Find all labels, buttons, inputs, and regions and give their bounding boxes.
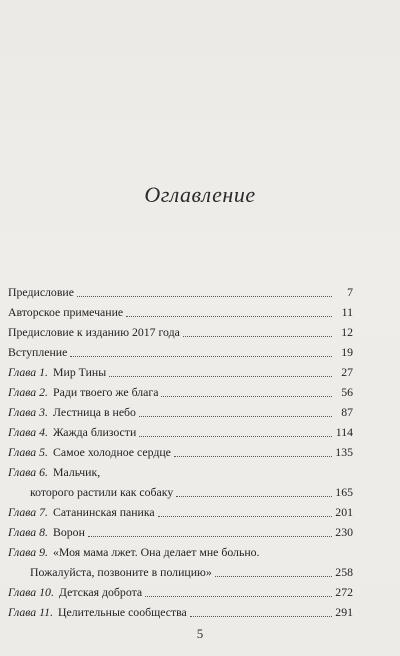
entry-page-number: 56 xyxy=(341,385,353,399)
dot-leader xyxy=(145,596,332,597)
chapter-number: Глава 3. xyxy=(8,405,49,419)
entry-title: Ворон xyxy=(53,525,85,539)
entry-page-number: 19 xyxy=(341,345,353,359)
chapter-number: Глава 8. xyxy=(8,525,49,539)
dot-leader xyxy=(109,376,332,377)
entry-title: «Моя мама лжет. Она делает мне больно. xyxy=(53,545,260,559)
toc-entry xyxy=(8,322,353,342)
dot-leader xyxy=(176,496,332,497)
bleed-through-line xyxy=(150,224,390,244)
entry-title: Предисловие xyxy=(8,285,74,299)
dot-leader xyxy=(139,416,332,417)
entry-page-number: 12 xyxy=(341,325,353,339)
chapter-number: Глава 6. xyxy=(8,465,49,479)
entry-title: Лестница в небо xyxy=(53,405,136,419)
bleed-through-line xyxy=(150,244,390,264)
chapter-number: Глава 11. xyxy=(8,605,54,619)
bleed-through-line xyxy=(150,64,390,84)
entry-title: Детская доброта xyxy=(58,585,143,599)
bleed-through-line xyxy=(150,164,390,184)
entry-title: Вступление xyxy=(8,345,68,359)
chapter-number: Глава 2. xyxy=(8,385,49,399)
entry-page-number: 27 xyxy=(341,365,353,379)
entry-title: Авторское примечание xyxy=(8,305,124,319)
bleed-through-line xyxy=(150,124,390,144)
toc-entry xyxy=(8,302,353,322)
entry-title: Ради твоего же блага xyxy=(53,385,159,399)
chapter-number: Глава 10. xyxy=(8,585,54,599)
dot-leader xyxy=(174,456,332,457)
entry-page-number: 201 xyxy=(335,505,353,519)
entry-page-number: 165 xyxy=(335,485,353,499)
table-of-contents xyxy=(8,282,353,622)
dot-leader xyxy=(215,576,332,577)
toc-entry xyxy=(8,382,353,402)
toc-entry xyxy=(8,442,353,462)
entry-page-number: 87 xyxy=(341,405,353,419)
entry-page-number: 135 xyxy=(335,445,353,459)
chapter-number: Глава 4. xyxy=(8,425,49,439)
dot-leader xyxy=(161,396,332,397)
toc-entry xyxy=(8,422,353,442)
toc-entry xyxy=(8,522,353,542)
page-title: Оглавление xyxy=(144,182,256,207)
dot-leader xyxy=(139,436,332,437)
toc-entry xyxy=(8,602,353,622)
bleed-through-line xyxy=(150,24,390,44)
bleed-through-line xyxy=(150,144,390,164)
bleed-through-text xyxy=(150,4,390,264)
dot-leader xyxy=(158,516,332,517)
entry-page-number: 291 xyxy=(335,605,353,619)
dot-leader xyxy=(126,316,332,317)
toc-entry xyxy=(8,542,353,582)
toc-entry xyxy=(8,582,353,602)
dot-leader xyxy=(77,296,332,297)
chapter-number: Глава 5. xyxy=(8,445,49,459)
bleed-through-line xyxy=(150,104,390,124)
dot-leader xyxy=(190,616,332,617)
toc-entry xyxy=(8,502,353,522)
entry-page-number: 230 xyxy=(335,525,353,539)
entry-page-number: 258 xyxy=(335,565,353,579)
toc-entry xyxy=(8,342,353,362)
entry-title: Целительные сообщества xyxy=(58,605,187,619)
dot-leader xyxy=(183,336,332,337)
entry-page-number: 7 xyxy=(347,285,353,299)
toc-entry xyxy=(8,462,353,502)
page-number: 5 xyxy=(196,626,204,641)
entry-title: Предисловие к изданию 2017 года xyxy=(8,325,180,339)
entry-page-number: 11 xyxy=(341,305,353,319)
toc-entry xyxy=(8,402,353,422)
toc-entry xyxy=(8,362,353,382)
entry-title: Жажда близости xyxy=(53,425,137,439)
entry-title: Сатанинская паника xyxy=(53,505,155,519)
entry-page-number: 114 xyxy=(335,425,353,439)
entry-title: Самое холодное сердце xyxy=(53,445,171,459)
dot-leader xyxy=(70,356,332,357)
entry-page-number: 272 xyxy=(335,585,353,599)
chapter-number: Глава 1. xyxy=(8,365,49,379)
bleed-through-line xyxy=(150,84,390,104)
entry-title: Мальчик, xyxy=(53,465,101,479)
bleed-through-line xyxy=(150,4,390,24)
chapter-number: Глава 9. xyxy=(8,545,49,559)
dot-leader xyxy=(88,536,332,537)
entry-title: которого растили как собаку xyxy=(30,485,174,499)
entry-title: Мир Тины xyxy=(53,365,107,379)
bleed-through-line xyxy=(150,44,390,64)
entry-title: Пожалуйста, позвоните в полицию» xyxy=(30,565,212,579)
toc-entry xyxy=(8,282,353,302)
chapter-number: Глава 7. xyxy=(8,505,49,519)
